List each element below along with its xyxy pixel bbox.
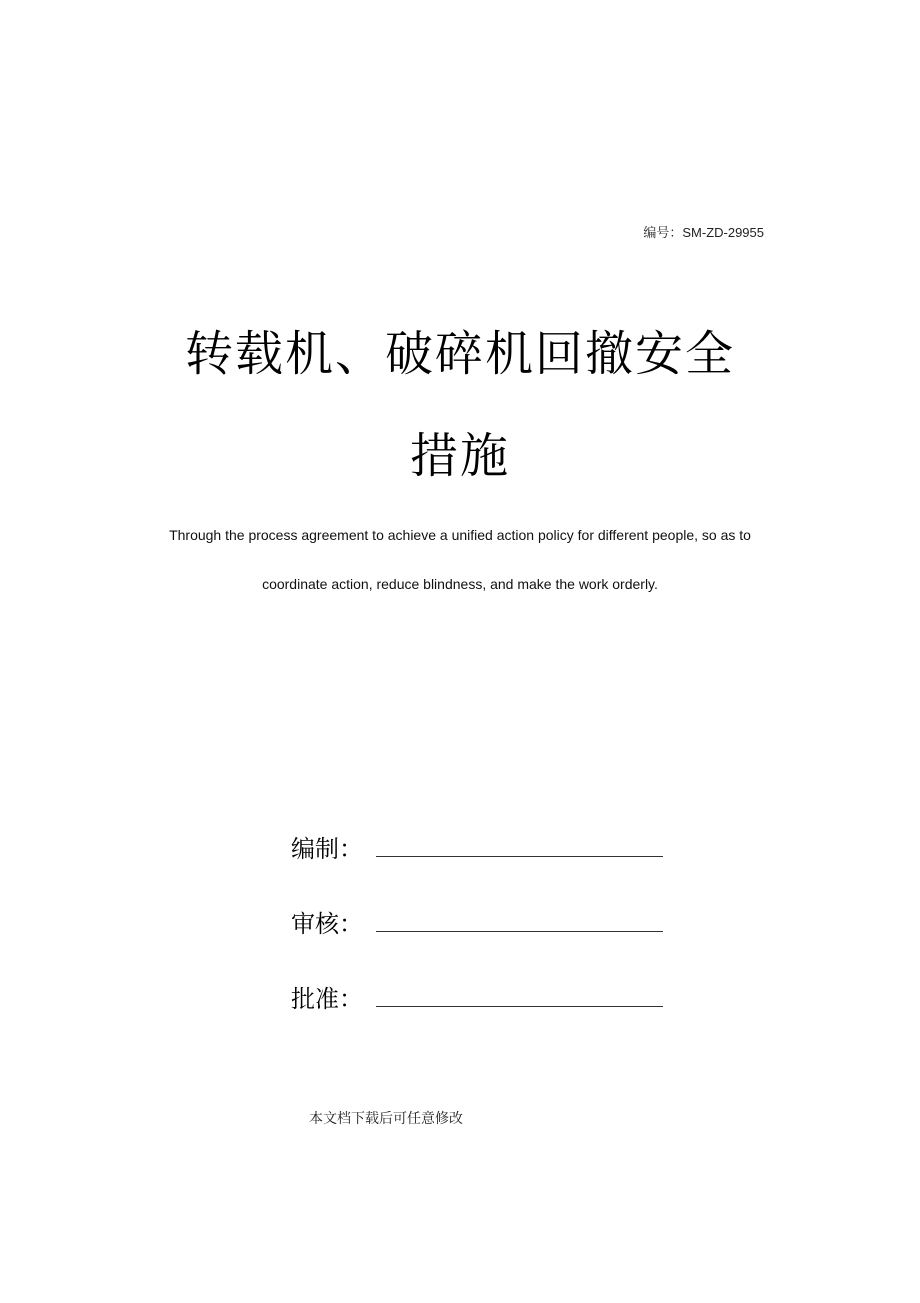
- subtitle-line-1: Through the process agreement to achieve a unified action policy for different people, so as to: [169, 527, 751, 543]
- signature-label: 审核：: [291, 910, 363, 938]
- subtitle-line-2: coordinate action, reduce blindness, and make the work orderly.: [262, 576, 658, 592]
- signature-row-approved: [291, 979, 671, 1013]
- signature-line: [376, 856, 663, 857]
- signature-row-compiled: [291, 829, 671, 863]
- signature-label: 编制：: [291, 835, 363, 863]
- signature-line: [376, 1006, 663, 1007]
- document-title-line-1: 转载机、破碎机回撤安全: [184, 326, 735, 382]
- document-number-value: SM-ZD-29955: [682, 225, 764, 240]
- signature-row-reviewed: [291, 904, 671, 938]
- signature-line: [376, 931, 663, 932]
- document-number: [643, 222, 764, 241]
- footer-note: 本文档下载后可任意修改: [309, 1111, 463, 1127]
- signature-label: 批准：: [291, 985, 363, 1013]
- document-number-label: 编号：: [643, 226, 683, 241]
- document-title-line-2: 措施: [409, 428, 510, 484]
